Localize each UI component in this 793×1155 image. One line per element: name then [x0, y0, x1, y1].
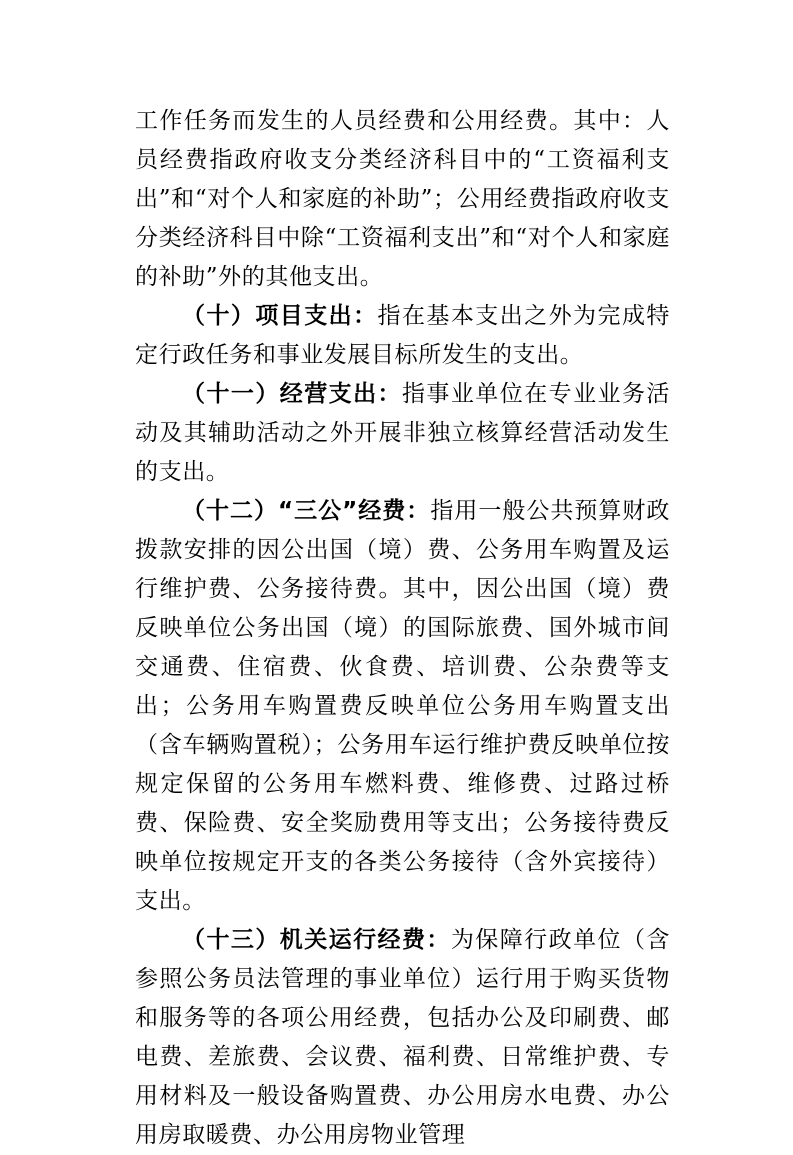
paragraph-project-expense: [135, 297, 670, 375]
paragraph-term: （十一）经营支出：: [182, 381, 402, 407]
paragraph-staff-public-expense: [135, 102, 670, 297]
paragraph-text: 指在基本支出之外为完成特定行政任务和事业发展目标所发生的支出。: [135, 303, 670, 368]
paragraph-agency-operating-funds: [135, 921, 670, 1155]
paragraph-text: 指事业单位在专业业务活动及其辅助活动之外开展非独立核算经营活动发生的支出。: [135, 381, 670, 485]
paragraph-operating-expense: [135, 375, 670, 492]
paragraph-term: （十二）“三公”经费：: [182, 498, 431, 524]
paragraph-text: 工作任务而发生的人员经费和公用经费。其中：人员经费指政府收支分类经济科目中的“工资福利支出”和“对个人和家庭的补助”；公用经费指政府收支分类经济科目中除“工资福利支出”和“对个人和家庭的补助”外的其他支出。: [135, 108, 670, 290]
paragraph-three-public-expenses: [135, 492, 670, 921]
paragraph-term: （十）项目支出：: [182, 303, 378, 329]
body-text: [135, 102, 670, 1155]
paragraph-text: 为保障行政单位（含参照公务员法管理的事业单位）运行用于购买货物和服务等的各项公用经费，包括办公及印刷费、邮电费、差旅费、会议费、福利费、日常维护费、专用材料及一般设备购置费、办公用房水电费、办公用房取暖费、办公用房物业管理: [135, 927, 670, 1148]
paragraph-text: 指用一般公共预算财政拨款安排的因公出国（境）费、公务用车购置及运行维护费、公务接待费。其中，因公出国（境）费反映单位公务出国（境）的国际旅费、国外城市间交通费、住宿费、伙食费、培训费、公杂费等支出；公务用车购置费反映单位公务用车购置支出（含车辆购置税）；公务用车运行维护费反映单位按规定保留的公务用车燃料费、维修费、过路过桥费、保险费、安全奖励费用等支出；公务接待费反映单位按规定开支的各类公务接待（含外宾接待）支出。: [135, 498, 670, 914]
paragraph-term: （十三）机关运行经费：: [182, 927, 451, 953]
